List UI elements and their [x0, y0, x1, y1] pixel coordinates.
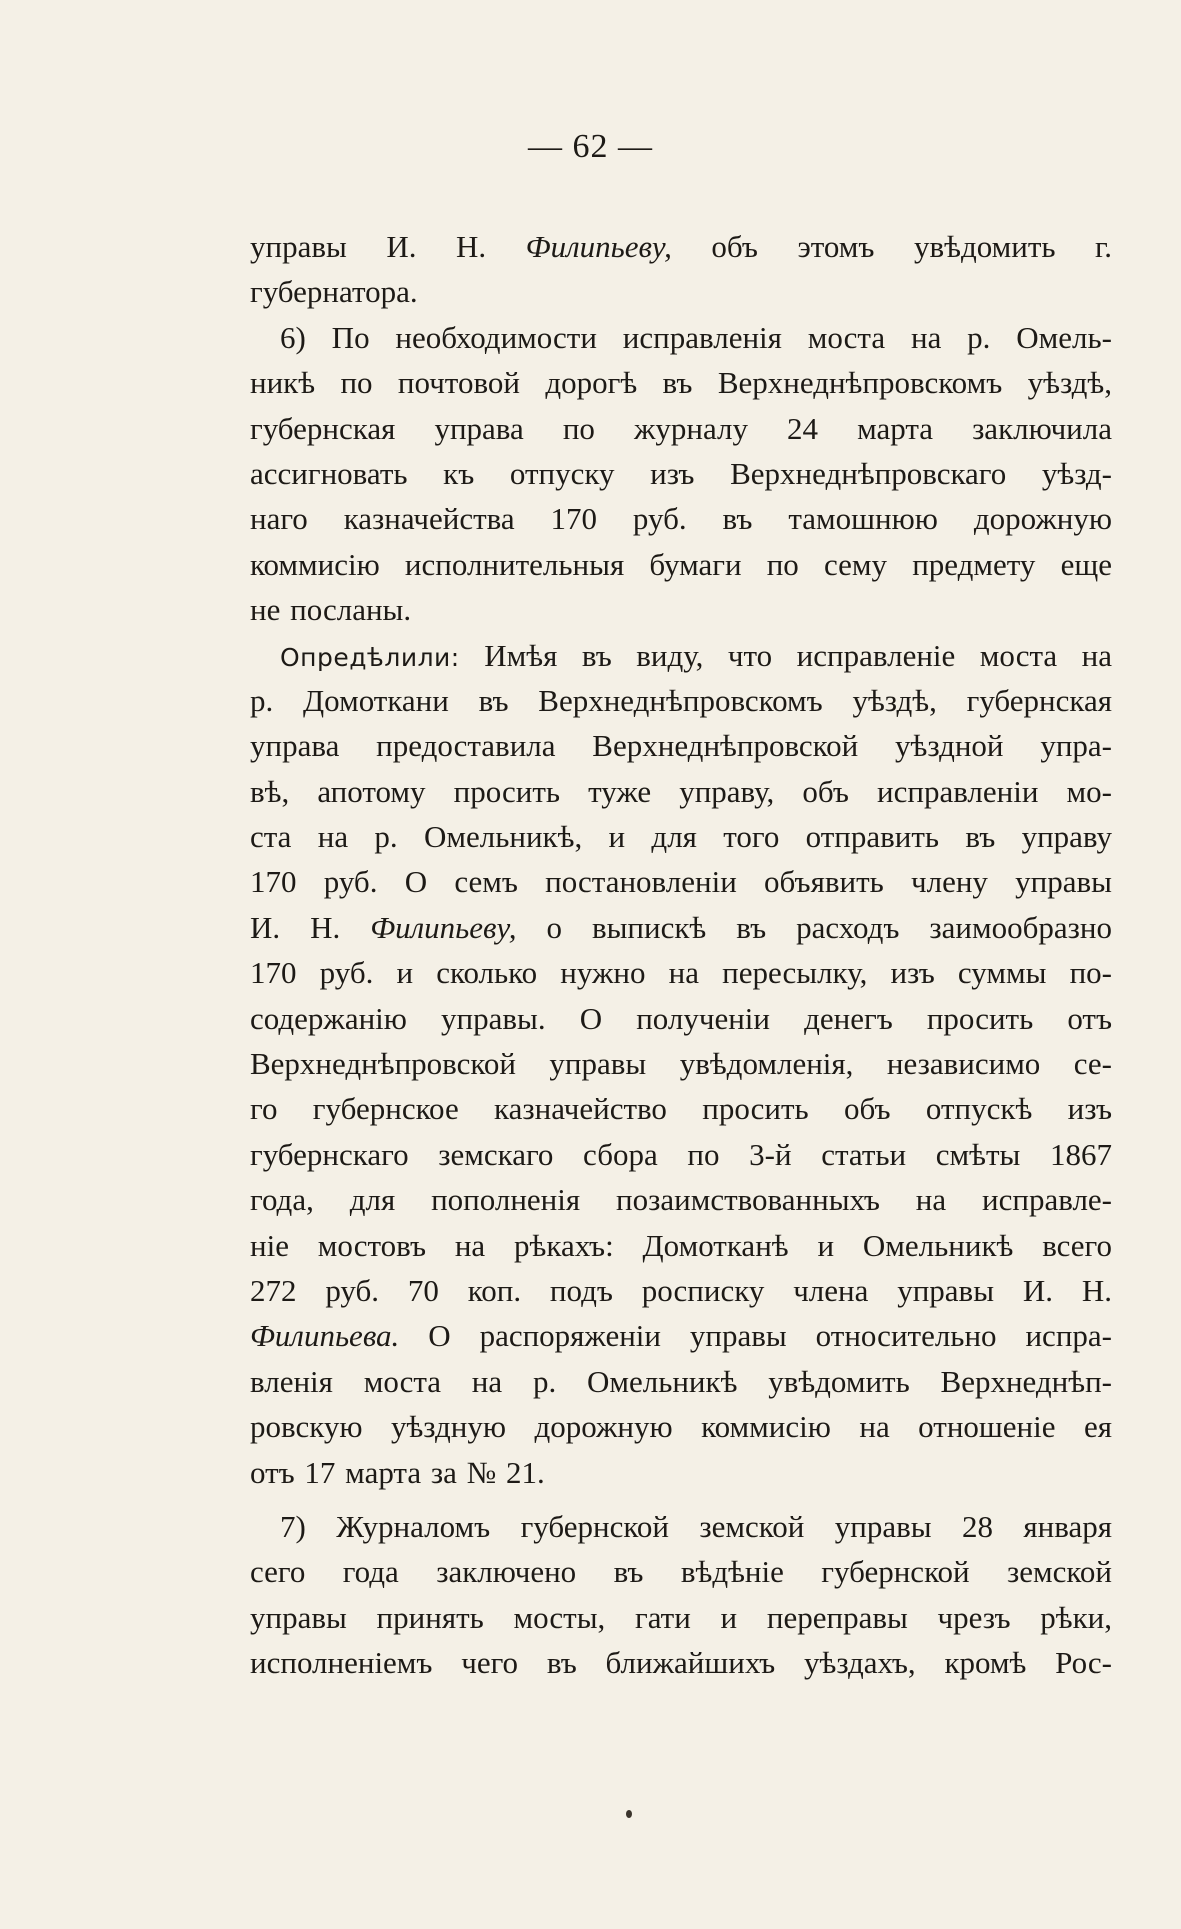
text-line: И. Н. Филипьеву, о выпискѣ въ расходъ заимообразно: [250, 909, 1112, 945]
text-line: ассигновать къ отпуску изъ Верхнеднѣпровскаго уѣзд-: [250, 455, 1112, 491]
resolution-label: Опредѣлили:: [280, 642, 460, 672]
paragraph-start-6: 6) По необходимости исправленія моста на р. Омель-: [280, 319, 1112, 355]
text-line: управы И. Н. Филипьеву, объ этомъ увѣдомить г.: [250, 229, 1112, 264]
text-line: не посланы.: [250, 592, 412, 628]
page-number: — 62 —: [528, 128, 653, 165]
body-text: [250, 224, 1112, 1686]
text-line: сего года заключено въ вѣдѣніе губернской земской: [250, 1554, 1112, 1590]
text-line: 170 руб. О семъ постановленіи объявить члену управы: [250, 864, 1112, 900]
text-line: 170 руб. и сколько нужно на пересылку, изъ суммы по-: [250, 955, 1112, 991]
ink-dot: [626, 1810, 632, 1818]
surname-italic: Филипьеву,: [370, 909, 517, 945]
text-line: вѣ, апотому просить туже управу, объ исправленіи мо-: [250, 773, 1112, 809]
paragraph-start-7: 7) Журналомъ губернской земской управы 28 января: [280, 1508, 1112, 1544]
text-line: ніе мостовъ на рѣкахъ: Домотканѣ и Омельникѣ всего: [250, 1227, 1112, 1263]
text-line: управа предоставила Верхнеднѣпровской уѣздной упра-: [250, 728, 1112, 764]
surname-italic: Филипьева.: [250, 1318, 400, 1354]
text-line: года, для пополненія позаимствованныхъ на исправле-: [250, 1182, 1112, 1218]
text-line: ровскую уѣздную дорожную коммисію на отношеніе ея: [250, 1409, 1112, 1445]
text-line: Верхнеднѣпровской управы увѣдомленія, независимо се-: [250, 1046, 1112, 1082]
text-line: 272 руб. 70 коп. подъ росписку члена управы И. Н.: [250, 1272, 1112, 1308]
text-line: исполненіемъ чего въ ближайшихъ уѣздахъ, кромѣ Рос-: [250, 1645, 1112, 1681]
surname-italic: Филипьеву,: [525, 229, 672, 264]
text-line: содержанію управы. О полученіи денегъ просить отъ: [250, 1000, 1112, 1036]
resolution-line: Опредѣлили: Имѣя въ виду, что исправленіе моста на: [280, 637, 1112, 673]
text-line: губернская управа по журналу 24 марта заключила: [250, 410, 1112, 446]
text-line: вленія моста на р. Омельникѣ увѣдомить Верхнеднѣп-: [250, 1363, 1112, 1399]
text-line: Филипьева. О распоряженіи управы относительно испра-: [250, 1318, 1112, 1354]
text-line: губернскаго земскаго сбора по 3-й статьи смѣты 1867: [250, 1136, 1112, 1172]
text-line: го губернское казначейство просить объ отпускѣ изъ: [250, 1091, 1112, 1127]
text-line: отъ 17 марта за № 21.: [250, 1454, 545, 1490]
text-line: р. Домоткани въ Верхнеднѣпровскомъ уѣздѣ, губернская: [250, 682, 1112, 718]
text-line: наго казначейства 170 руб. въ тамошнюю дорожную: [250, 501, 1112, 537]
text-line: коммисію исполнительныя бумаги по сему предмету еще: [250, 546, 1112, 582]
text-line: ста на р. Омельникѣ, и для того отправить въ управу: [250, 819, 1112, 855]
text-line: никѣ по почтовой дорогѣ въ Верхнеднѣпровскомъ уѣздѣ,: [250, 365, 1112, 401]
text-line: губернатора.: [250, 274, 418, 310]
text-line: управы принять мосты, гати и переправы чрезъ рѣки,: [250, 1599, 1112, 1635]
